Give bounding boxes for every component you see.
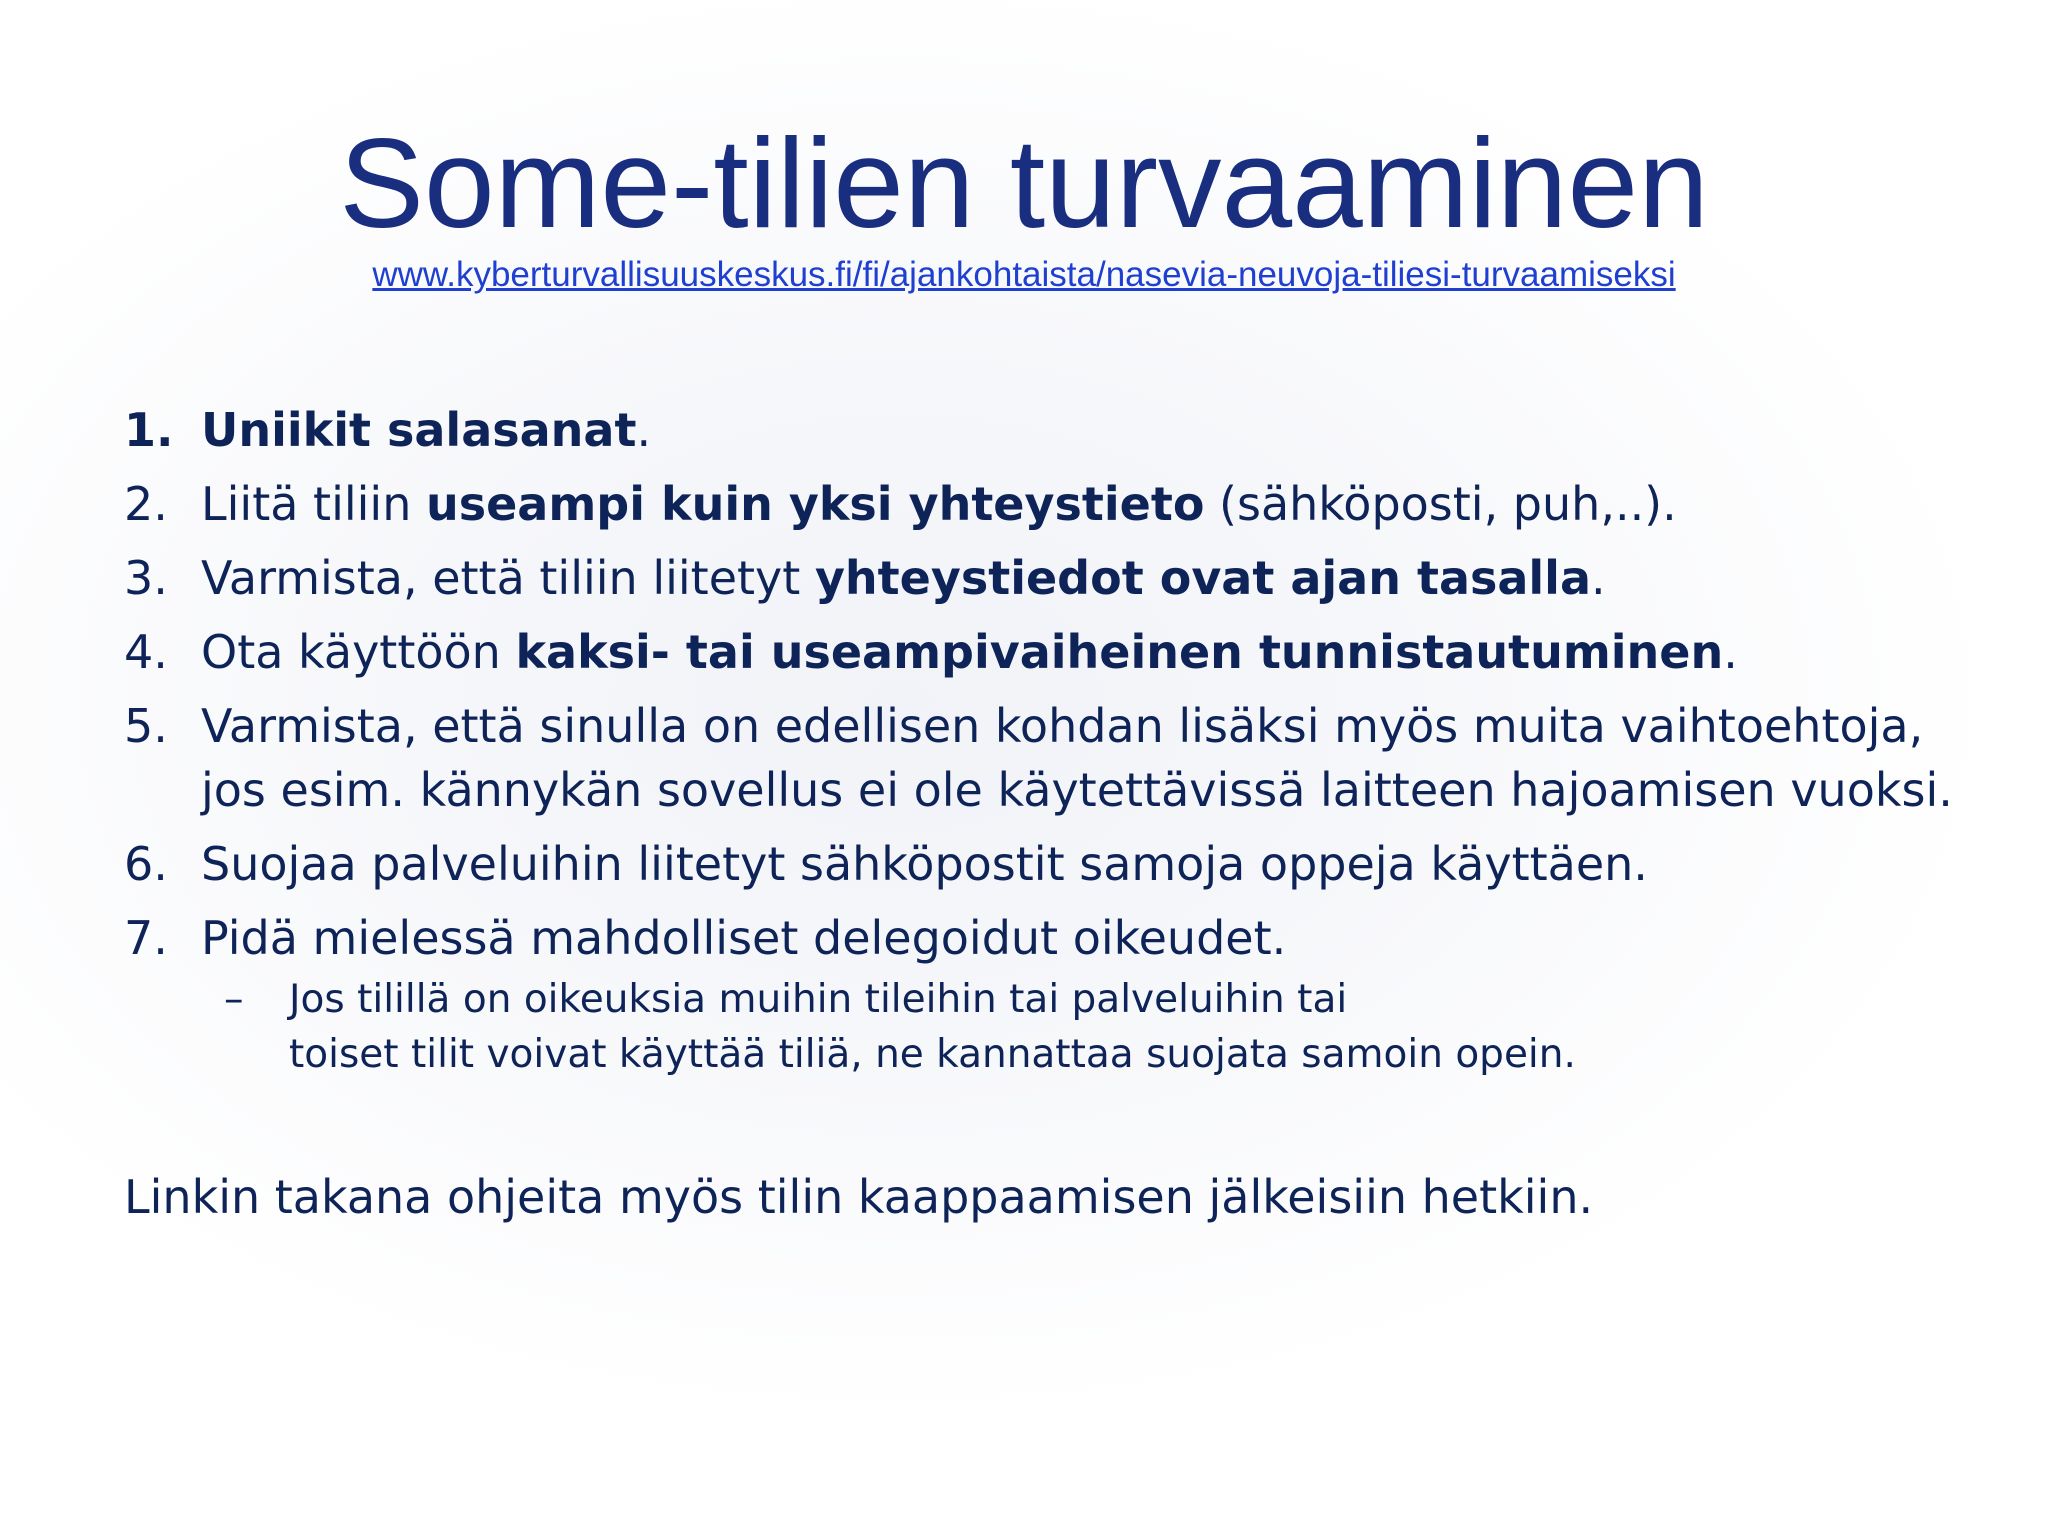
item-bold-text: kaksi- tai useampivaiheinen tunnistautuminen <box>515 625 1724 679</box>
list-item-6 <box>124 832 1984 896</box>
list-item-5 <box>124 694 1984 822</box>
item-number: 2. <box>124 477 168 531</box>
item-number: 6. <box>124 837 168 891</box>
item-text: Varmista, että tiliin liitetyt <box>201 551 815 605</box>
item-number: 4. <box>124 625 168 679</box>
item-number: 5. <box>124 699 168 753</box>
item-text: Suojaa palveluihin liitetyt sähköpostit samoja oppeja käyttäen. <box>201 837 1648 891</box>
slide-title: Some-tilien turvaaminen <box>339 112 1709 254</box>
item-text: Pidä mielessä mahdolliset delegoidut oikeudet. <box>201 911 1287 965</box>
item-bold-text: Uniikit salasanat <box>201 403 637 457</box>
numbered-list <box>124 398 1984 1082</box>
item-text: Liitä tiliin <box>201 477 426 531</box>
list-item-3 <box>124 546 1984 610</box>
footer-note: Linkin takana ohjeita myös tilin kaappaamisen jälkeisiin hetkiin. <box>124 1170 1594 1224</box>
item-bold-text: yhteystiedot ovat ajan tasalla <box>814 551 1591 605</box>
item-text-end: . <box>1591 551 1606 605</box>
source-link[interactable]: www.kyberturvallisuuskeskus.fi/fi/ajankohtaista/nasevia-neuvoja-tiliesi-turvaamiseksi <box>372 255 1676 294</box>
item-number: 1. <box>124 403 174 457</box>
item-text-end: . <box>636 403 652 457</box>
item-text-continued: jos esim. kännykän sovellus ei ole käytettävissä laitteen hajoamisen vuoksi. <box>201 763 1953 817</box>
sub-item-line-1: Jos tilillä on oikeuksia muihin tileihin tai palveluihin tai <box>289 977 1348 1022</box>
item-text: Varmista, että sinulla on edellisen kohdan lisäksi myös muita vaihtoehtoja, <box>201 699 1924 753</box>
sub-item-line-2: toiset tilit voivat käyttää tiliä, ne kannattaa suojata samoin opein. <box>289 1032 1576 1077</box>
item-number: 3. <box>124 551 168 605</box>
list-item-4 <box>124 620 1984 684</box>
list-item-7 <box>124 906 1984 970</box>
dash-bullet: – <box>224 977 244 1022</box>
item-text-end: (sähköposti, puh,..). <box>1204 477 1677 531</box>
sub-item <box>124 972 1984 1082</box>
item-bold-text: useampi kuin yksi yhteystieto <box>425 477 1205 531</box>
item-number: 7. <box>124 911 168 965</box>
item-text: Ota käyttöön <box>201 625 516 679</box>
list-item-2 <box>124 472 1984 536</box>
list-item-1 <box>124 398 1984 462</box>
item-text-end: . <box>1723 625 1738 679</box>
